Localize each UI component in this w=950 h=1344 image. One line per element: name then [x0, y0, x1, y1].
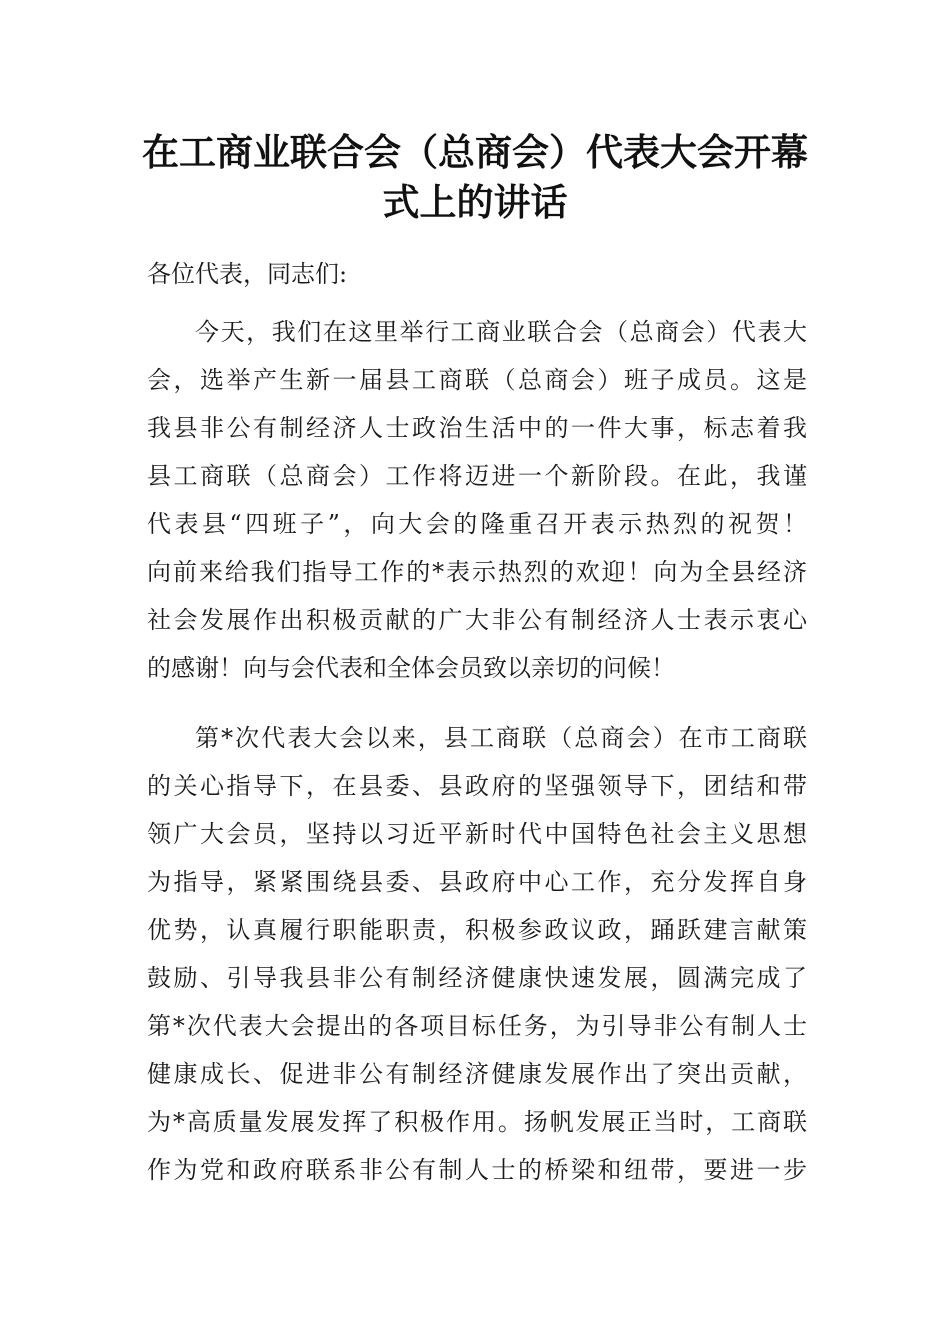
paragraph-line: 第*次代表大会提出的各项目标任务，为引导非公有制人士 [147, 1012, 807, 1040]
paragraph-line: 领广大会员，坚持以习近平新时代中国特色社会主义思想 [147, 820, 807, 848]
paragraph-line: 的感谢！向与会代表和全体会员致以亲切的问候！ [147, 654, 675, 682]
paragraph-line: 鼓励、引导我县非公有制经济健康快速发展，圆满完成了 [147, 964, 807, 992]
paragraph-line: 健康成长、促进非公有制经济健康发展作出了突出贡献， [147, 1060, 807, 1088]
document-title-line-2: 式上的讲话 [382, 180, 568, 224]
paragraph-line: 县工商联（总商会）工作将迈进一个新阶段。在此，我谨 [147, 462, 807, 490]
paragraph-line: 作为党和政府联系非公有制人士的桥梁和纽带，要进一步 [147, 1156, 807, 1184]
paragraph-line: 为指导，紧紧围绕县委、县政府中心工作，充分发挥自身 [147, 868, 807, 896]
paragraph-line: 优势，认真履行职能职责，积极参政议政，踊跃建言献策 [147, 916, 807, 944]
paragraph-line: 我县非公有制经济人士政治生活中的一件大事，标志着我 [147, 414, 807, 442]
document-title-line-1: 在工商业联合会（总商会）代表大会开幕 [142, 130, 808, 174]
paragraph-line: 会，选举产生新一届县工商联（总商会）班子成员。这是 [147, 366, 807, 394]
salutation: 各位代表，同志们: [147, 260, 348, 288]
paragraph-line: 为*高质量发展发挥了积极作用。扬帆发展正当时，工商联 [147, 1108, 807, 1136]
paragraph-2 [147, 714, 807, 1194]
paragraph-line: 代表县“四班子”，向大会的隆重召开表示热烈的祝贺！ [147, 510, 807, 538]
paragraph-line: 社会发展作出积极贡献的广大非公有制经济人士表示衷心 [147, 606, 807, 634]
paragraph-line: 向前来给我们指导工作的*表示热烈的欢迎！向为全县经济 [147, 558, 807, 586]
paragraph-line: 今天，我们在这里举行工商业联合会（总商会）代表大 [195, 318, 807, 346]
paragraph-line: 第*次代表大会以来，县工商联（总商会）在市工商联 [195, 724, 807, 752]
paragraph-1 [147, 308, 807, 692]
paragraph-line: 的关心指导下，在县委、县政府的坚强领导下，团结和带 [147, 772, 807, 800]
